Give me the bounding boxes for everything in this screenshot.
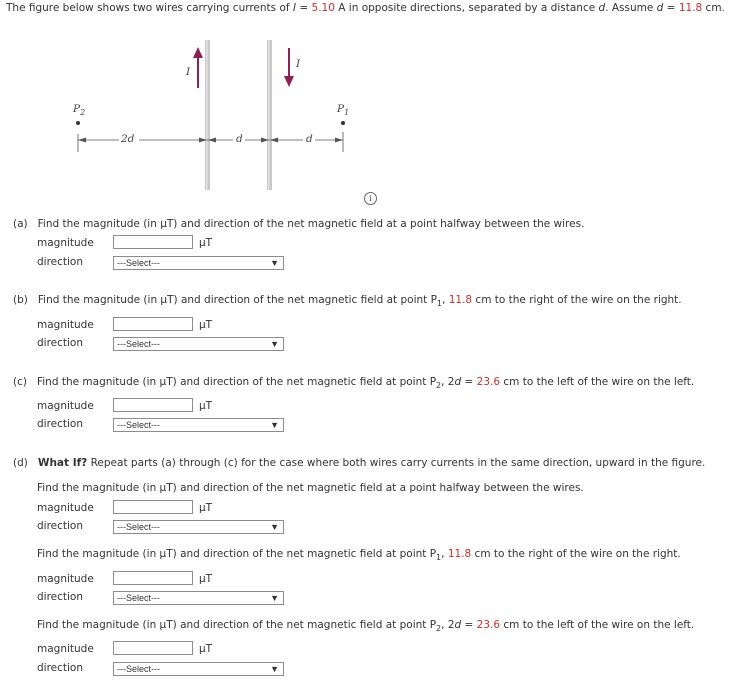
select-value: ---Select--- (117, 522, 160, 532)
distance-value: 23.6 (476, 619, 501, 631)
part-tag: (d) (13, 457, 28, 469)
part-d2-direction-select[interactable] (113, 591, 284, 605)
wires-figure (55, 40, 355, 200)
part-c-direction-select[interactable] (113, 418, 284, 432)
magnitude-label: magnitude (37, 643, 94, 655)
unit-label: μT (199, 400, 213, 412)
part-d1-question (37, 482, 584, 494)
intro-part: . Assume (605, 2, 657, 14)
distance-symbol: d (656, 2, 664, 14)
direction-label: direction (37, 520, 84, 532)
part-d2-magnitude-input[interactable] (113, 571, 193, 585)
question-text: Find the magnitude (in μT) and direction of the net magnetic field at point P (37, 294, 437, 306)
point-subscript: 1 (436, 553, 442, 563)
magnitude-label: magnitude (37, 319, 94, 331)
part-d3-direction-select[interactable] (113, 662, 284, 676)
unit-label: μT (199, 319, 213, 331)
direction-label: direction (37, 418, 84, 430)
select-value: ---Select--- (117, 420, 160, 430)
magnitude-label: magnitude (37, 502, 94, 514)
part-c-question (13, 376, 694, 390)
distance-symbol: d (598, 2, 606, 14)
part-tag: (c) (13, 376, 27, 388)
question-text: cm to the right of the wire on the right. (471, 548, 681, 560)
part-b-magnitude-input[interactable] (113, 317, 193, 331)
part-a-question (13, 218, 584, 230)
intro-part: The figure below shows two wires carrying currents of (6, 2, 293, 14)
question-text: = (461, 376, 477, 388)
unit-label: μT (199, 237, 213, 249)
part-b-direction-select[interactable] (113, 337, 284, 351)
figure-svg (55, 40, 355, 200)
direction-label: direction (37, 591, 84, 603)
magnitude-label: magnitude (37, 237, 94, 249)
question-text: cm to the left of the wire on the left. (500, 619, 695, 631)
select-value: ---Select--- (117, 258, 160, 268)
label-p1 (337, 103, 349, 117)
point-p2 (76, 121, 80, 125)
info-icon[interactable] (364, 192, 377, 205)
label-i-right: I (296, 58, 301, 70)
what-if-heading: What If? (37, 457, 88, 469)
label-2d: 2d (121, 133, 135, 145)
intro-part: = (296, 2, 312, 14)
intro-text (6, 2, 725, 14)
part-c-magnitude-input[interactable] (113, 398, 193, 412)
select-value: ---Select--- (117, 339, 160, 349)
magnitude-label: magnitude (37, 400, 94, 412)
down-arrow-head-icon (284, 76, 294, 87)
part-tag: (a) (13, 218, 28, 230)
dim-arrow-icon (78, 138, 86, 143)
intro-part: = (663, 2, 679, 14)
magnitude-label: magnitude (37, 573, 94, 585)
part-d1-direction-select[interactable] (113, 520, 284, 534)
unit-label: μT (199, 643, 213, 655)
part-d1-magnitude-input[interactable] (113, 500, 193, 514)
label-p2-letter: P (73, 103, 81, 115)
question-text: Find the magnitude (in μT) and direction of the net magnetic field at a point halfway between the wires. (37, 482, 584, 494)
distance-symbol: d (454, 619, 462, 631)
current-value: 5.10 (311, 2, 335, 14)
current-symbol: I (292, 2, 297, 14)
direction-label: direction (37, 256, 84, 268)
left-wire-highlight (206, 40, 208, 190)
unit-label: μT (199, 573, 213, 585)
dim-arrow-icon (335, 138, 343, 143)
direction-label: direction (37, 337, 84, 349)
question-text: , (442, 294, 449, 306)
intro-part: cm. (702, 2, 725, 14)
unit-label: μT (199, 502, 213, 514)
label-p1-letter: P (337, 103, 345, 115)
part-d-intro (13, 457, 705, 469)
part-tag: (b) (13, 294, 28, 306)
label-d-right: d (306, 133, 313, 145)
part-a-magnitude-input[interactable] (113, 235, 193, 249)
label-p2 (73, 103, 85, 117)
question-text: cm to the right of the wire on the right. (472, 294, 682, 306)
select-value: ---Select--- (117, 593, 160, 603)
question-text: Find the magnitude (in μT) and direction of the net magnetic field at point P (37, 548, 437, 560)
distance-value: 11.8 (448, 294, 473, 306)
intro-part: A in opposite directions, separated by a distance (334, 2, 599, 14)
point-p1 (341, 121, 345, 125)
part-d3-magnitude-input[interactable] (113, 641, 193, 655)
chevron-down-icon: ▼ (270, 593, 279, 603)
chevron-down-icon: ▼ (270, 664, 279, 674)
chevron-down-icon: ▼ (270, 339, 279, 349)
label-d-middle: d (236, 133, 243, 145)
question-text: , (441, 548, 448, 560)
label-i-left: I (186, 66, 191, 78)
chevron-down-icon: ▼ (270, 522, 279, 532)
point-subscript: 2 (436, 381, 442, 391)
direction-label: direction (37, 662, 84, 674)
label-p2-sub: 2 (80, 108, 86, 118)
part-b-question (13, 294, 682, 308)
select-value: ---Select--- (117, 664, 160, 674)
question-text: = (461, 619, 477, 631)
question-text: Find the magnitude (in μT) and direction of the net magnetic field at a point halfway between the wires. (37, 218, 585, 230)
part-d2-question (37, 548, 681, 562)
point-subscript: 1 (436, 299, 443, 309)
part-d3-question (37, 619, 694, 633)
point-subscript: 2 (436, 624, 442, 634)
question-text: , 2 (441, 619, 455, 631)
question-text: Find the magnitude (in μT) and direction of the net magnetic field at point P (36, 376, 437, 388)
info-icon-glyph: i (369, 194, 372, 203)
up-arrow-head-icon (193, 47, 203, 58)
question-text: , 2 (441, 376, 455, 388)
distance-value: 11.8 (447, 548, 472, 560)
question-text: cm to the left of the wire on the left. (500, 376, 695, 388)
question-text: Repeat parts (a) through (c) for the case where both wires carry currents in the same direction, upward in the figure. (87, 457, 706, 469)
chevron-down-icon: ▼ (270, 258, 279, 268)
right-wire-highlight (268, 40, 270, 190)
chevron-down-icon: ▼ (270, 420, 279, 430)
question-text: Find the magnitude (in μT) and direction of the net magnetic field at point P (37, 619, 437, 631)
distance-value: 23.6 (476, 376, 501, 388)
distance-symbol: d (454, 376, 462, 388)
part-a-direction-select[interactable] (113, 256, 284, 270)
label-p1-sub: 1 (344, 108, 350, 118)
distance-value: 11.8 (678, 2, 703, 14)
